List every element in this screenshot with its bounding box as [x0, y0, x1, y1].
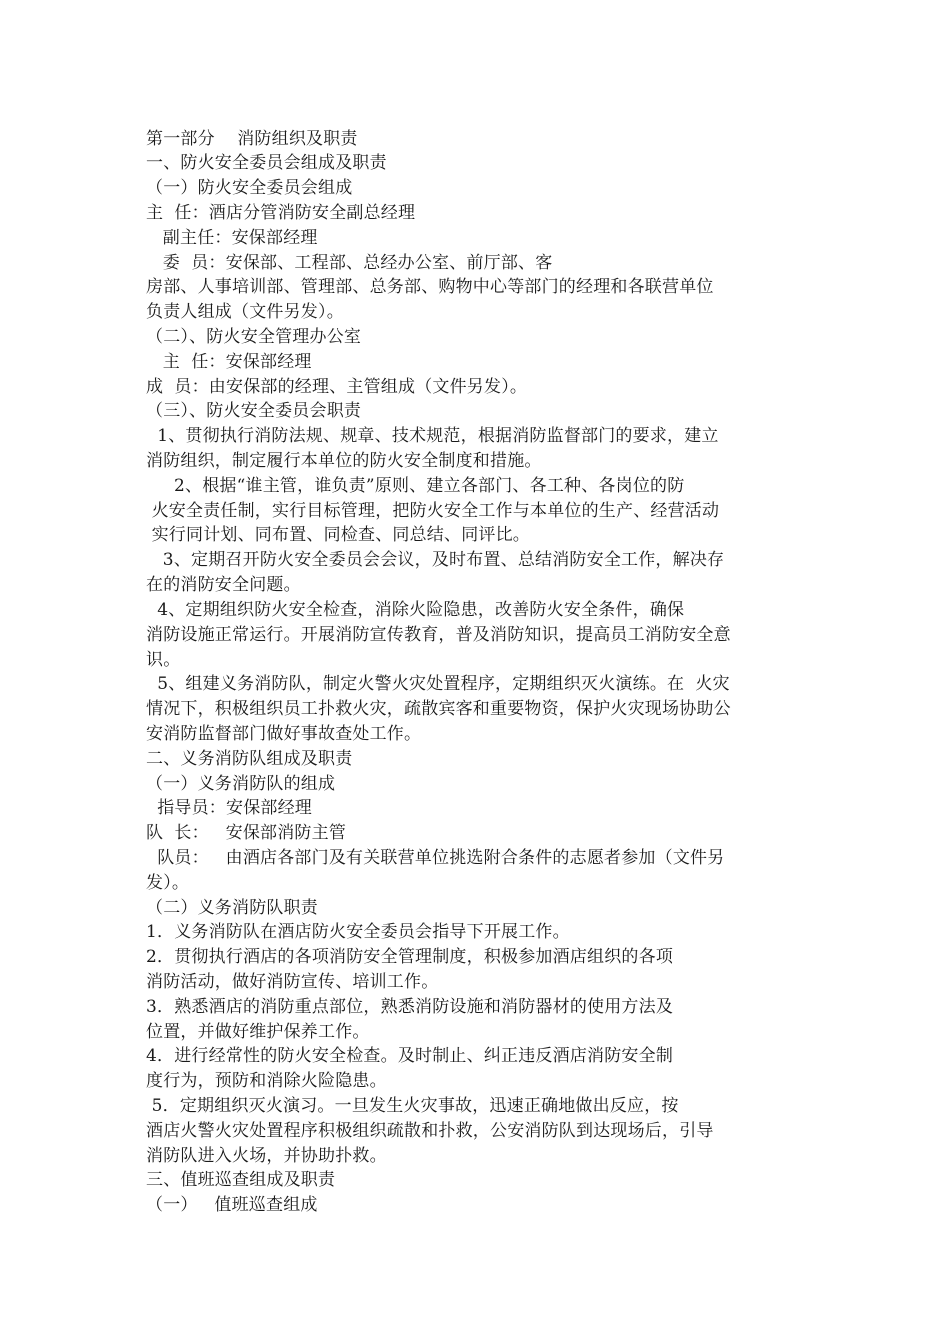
- text-line: 1、贯彻执行消防法规、规章、技术规范，根据消防监督部门的要求，建立: [146, 426, 719, 446]
- subsection-heading: （三）、防火安全委员会职责: [146, 401, 362, 421]
- text-line: 3．熟悉酒店的消防重点部位，熟悉消防设施和消防器材的使用方法及: [146, 997, 674, 1017]
- subsection-heading: （一）防火安全委员会组成: [146, 178, 353, 198]
- text-line: 火安全责任制，实行目标管理，把防火安全工作与本单位的生产、经营活动: [146, 501, 720, 521]
- subsection-heading: （一）义务消防队的组成: [146, 774, 336, 794]
- text-line: 消防活动，做好消防宣传、培训工作。: [146, 972, 439, 992]
- text-line: 副主任：安保部经理: [146, 228, 318, 248]
- text-line: 1．义务消防队在酒店防火安全委员会指导下开展工作。: [146, 922, 570, 942]
- text-line: 实行同计划、同布置、同检查、同总结、同评比。: [146, 525, 531, 545]
- text-line: 情况下，积极组织员工扑救火灾，疏散宾客和重要物资，保护火灾现场协助公: [146, 699, 731, 719]
- text-line: 成 员：由安保部的经理、主管组成（文件另发）。: [146, 377, 528, 397]
- text-line: 负责人组成（文件另发）。: [146, 302, 344, 322]
- text-line: 5．定期组织灭火演习。一旦发生火灾事故，迅速正确地做出反应，按: [146, 1096, 679, 1116]
- subsection-heading: （二）义务消防队职责: [146, 898, 318, 918]
- text-line: 主 任：酒店分管消防安全副总经理: [146, 203, 416, 223]
- text-line: 委 员：安保部、工程部、总经办公室、前厅部、客: [146, 253, 553, 273]
- section-heading: 第一部分 消防组织及职责: [146, 129, 358, 149]
- text-line: 发）。: [146, 873, 190, 893]
- text-line: 酒店火警火灾处置程序积极组织疏散和扑救，公安消防队到达现场后，引导: [146, 1121, 714, 1141]
- text-line: 消防设施正常运行。开展消防宣传教育，普及消防知识，提高员工消防安全意: [146, 625, 731, 645]
- text-line: 4、定期组织防火安全检查，消除火险隐患，改善防火安全条件，确保: [146, 600, 685, 620]
- text-line: 队 长： 安保部消防主管: [146, 823, 347, 843]
- text-line: 在的消防安全问题。: [146, 575, 301, 595]
- subsection-heading: （二）、防火安全管理办公室: [146, 327, 362, 347]
- text-line: 2、根据“谁主管，谁负责”原则、建立各部门、各工种、各岗位的防: [146, 476, 685, 496]
- text-line: 主 任：安保部经理: [146, 352, 312, 372]
- text-line: 2．贯彻执行酒店的各项消防安全管理制度，积极参加酒店组织的各项: [146, 947, 674, 967]
- text-line: 位置，并做好维护保养工作。: [146, 1022, 370, 1042]
- text-line: 安消防监督部门做好事故查处工作。: [146, 724, 422, 744]
- text-line: 度行为，预防和消除火险隐患。: [146, 1071, 387, 1091]
- subsection-heading: 二、义务消防队组成及职责: [146, 749, 353, 769]
- subsection-heading: 一、防火安全委员会组成及职责: [146, 153, 387, 173]
- text-line: 指导员：安保部经理: [146, 798, 313, 818]
- text-line: 消防队进入火场，并协助扑救。: [146, 1146, 387, 1166]
- text-line: 5、组建义务消防队，制定火警火灾处置程序，定期组织灭火演练。在 火灾: [146, 674, 730, 694]
- text-line: 队员： 由酒店各部门及有关联营单位挑选附合条件的志愿者参加（文件另: [146, 848, 725, 868]
- subsection-heading: （一） 值班巡查组成: [146, 1195, 318, 1215]
- text-line: 识。: [146, 650, 181, 670]
- text-line: 消防组织，制定履行本单位的防火安全制度和措施。: [146, 451, 542, 471]
- text-line: 房部、人事培训部、管理部、总务部、购物中心等部门的经理和各联营单位: [146, 277, 714, 297]
- text-line: 3、定期召开防火安全委员会会议，及时布置、总结消防安全工作，解决存: [146, 550, 725, 570]
- text-line: 4．进行经常性的防火安全检查。及时制止、纠正违反酒店消防安全制: [146, 1046, 674, 1066]
- subsection-heading: 三、值班巡查组成及职责: [146, 1170, 336, 1190]
